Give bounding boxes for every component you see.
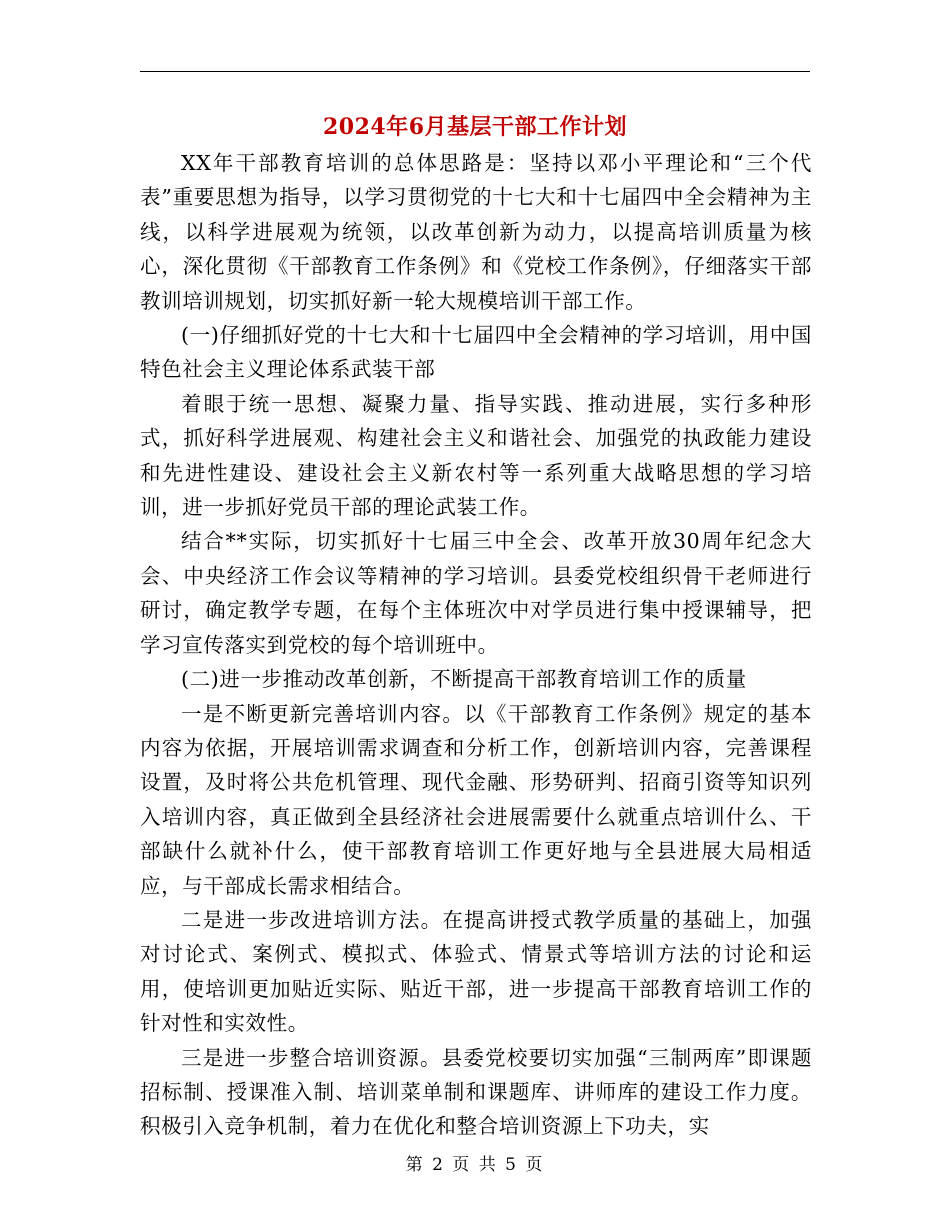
page-indicator: 第 2 页 共 5 页	[405, 1155, 545, 1175]
paragraph-section-1-practice: 结合**实际，切实抓好十七届三中全会、改革开放30周年纪念大会、中央经济工作会议等精神的学习培训。县委党校组织骨干老师进行研讨，确定教学专题，在每个主体班次中对学员进行集中授课辅导，把学习宣传落实到党校的每个培训班中。	[140, 529, 812, 657]
paragraph-section-1-heading: (一)仔细抓好党的十七大和十七届四中全会精神的学习培训，用中国特色社会主义理论体系武装干部	[140, 323, 812, 382]
paragraph-item-2: 二是进一步改进培训方法。在提高讲授式教学质量的基础上，加强对讨论式、案例式、模拟式、体验式、情景式等培训方法的讨论和运用，使培训更加贴近实际、贴近干部，进一步提高干部教育培训工作的针对性和实效性。	[140, 907, 812, 1036]
paragraph-section-1-body: 着眼于统一思想、凝聚力量、指导实践、推动进展，实行多种形式，抓好科学进展观、构建社会主义和谐社会、加强党的执政能力建设和先进性建设、建设社会主义新农村等一系列重大战略思想的学习培训，进一步抓好党员干部的理论武装工作。	[140, 391, 812, 520]
paragraph-item-3: 三是进一步整合培训资源。县委党校要切实加强“三制两库”即课题招标制、授课准入制、培训菜单制和课题库、讲师库的建设工作力度。积极引入竞争机制，着力在优化和整合培训资源上下功夫，实	[140, 1045, 812, 1139]
paragraph-intro: XX年干部教育培训的总体思路是：坚持以邓小平理论和“三个代表”重要思想为指导，以学习贯彻党的十七大和十七届四中全会精神为主线，以科学进展观为统领，以改革创新为动力，以提高培训质量为核心，深化贯彻《干部教育工作条例》和《党校工作条例》，仔细落实干部教训培训规划，切实抓好新一轮大规模培训干部工作。	[140, 151, 812, 313]
document-body	[140, 146, 812, 1144]
paragraph-section-2-heading: (二)进一步推动改革创新，不断提高干部教育培训工作的质量	[181, 667, 747, 692]
document-title: 2024年6月基层干部工作计划	[322, 114, 628, 140]
header-rule	[140, 71, 810, 72]
paragraph-item-1: 一是不断更新完善培训内容。以《干部教育工作条例》规定的基本内容为依据，开展培训需求调查和分析工作，创新培训内容，完善课程设置，及时将公共危机管理、现代金融、形势研判、招商引资等知识列入培训内容，真正做到全县经济社会进展需要什么就重点培训什么、干部缺什么就补什么，使干部教育培训工作更好地与全县进展大局相适应，与干部成长需求相结合。	[140, 701, 812, 898]
